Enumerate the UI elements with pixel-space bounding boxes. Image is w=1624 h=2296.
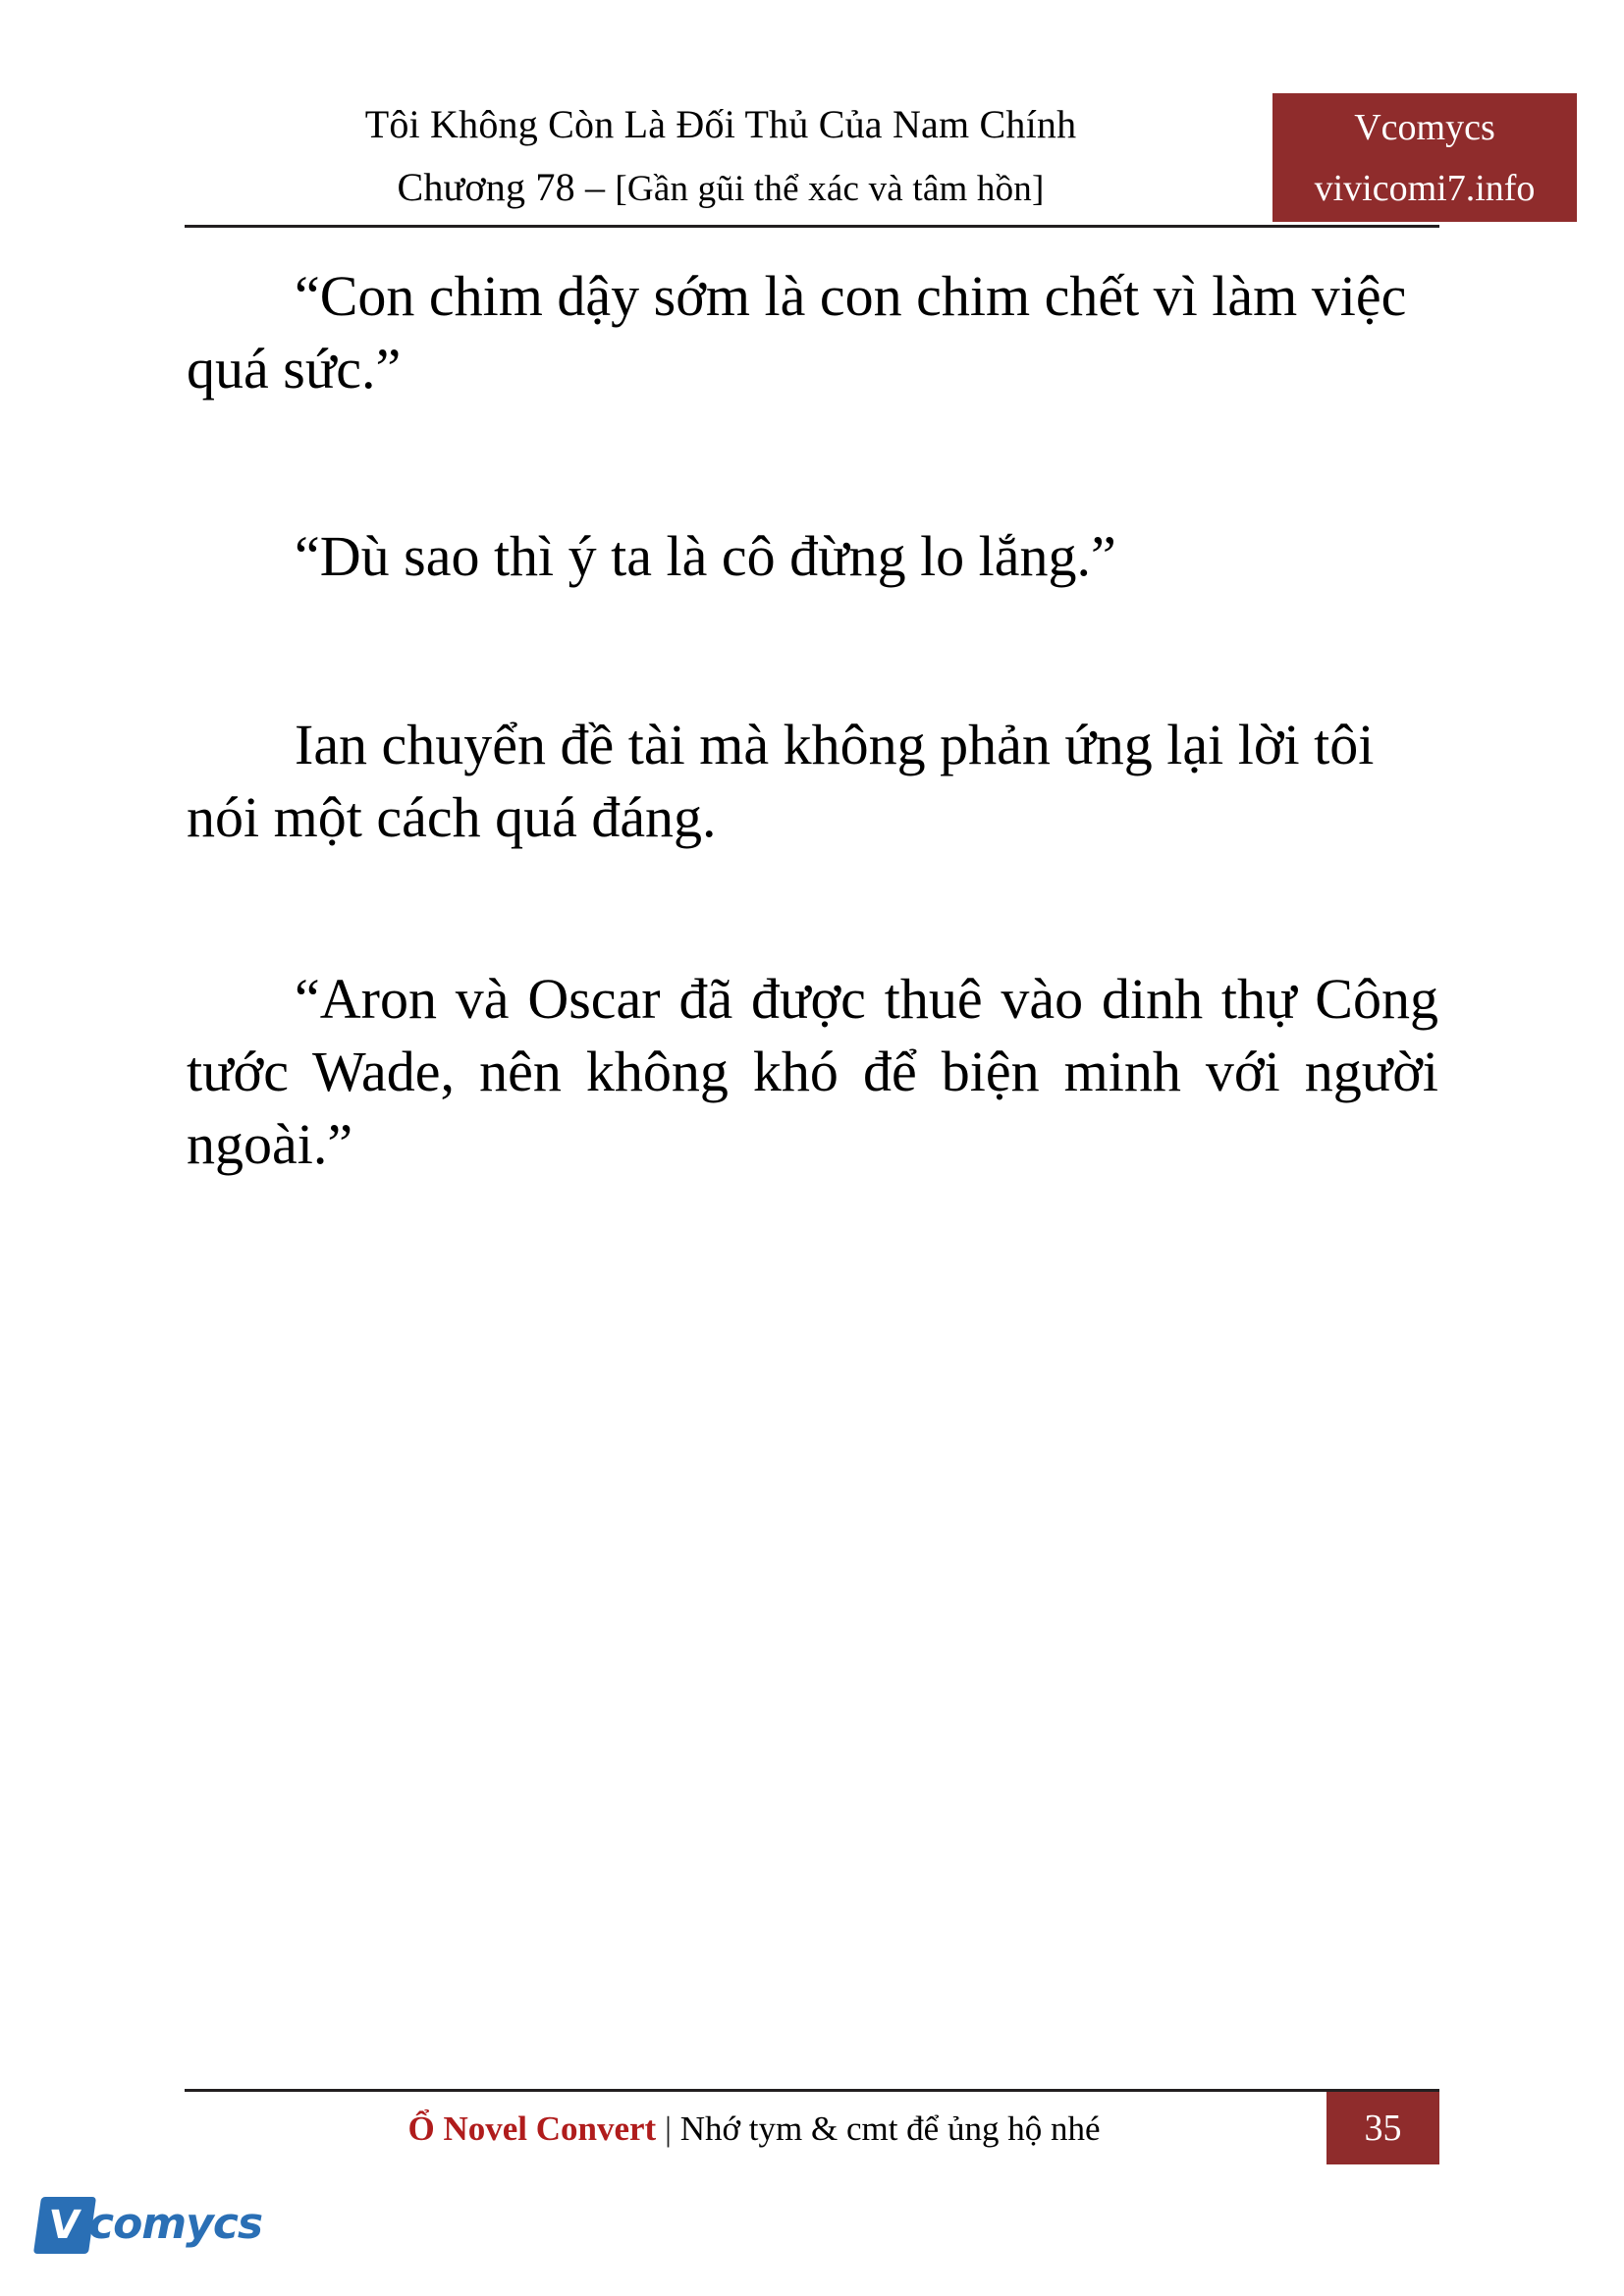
page-header [185,93,1536,226]
brand-name: Vcomycs [1354,107,1495,148]
footer-note: Nhớ tym & cmt để ủng hộ nhé [679,2109,1101,2148]
footer-brand: Ổ Novel Convert [407,2109,657,2148]
novel-title: Tôi Không Còn Là Đối Thủ Của Nam Chính [364,102,1077,146]
header-brand-badge [1272,93,1577,222]
page-number-badge: 35 [1326,2092,1439,2164]
paragraph: “Aron và Oscar đã được thuê vào dinh thự Công tước Wade, nên không khó để biện minh với người ngoài.” [187,967,1438,1176]
brand-url: vivicomi7.info [1314,168,1536,209]
chapter-subtitle: [Gần gũi thể xác và tâm hồn] [615,169,1045,209]
header-title-block [185,93,1257,221]
paragraph-spacer [187,853,1438,963]
footer-divider [185,2089,1439,2092]
chapter-number: Chương 78 – [397,165,606,209]
paragraph: “Dù sao thì ý ta là cô đừng lo lắng.” [295,524,1116,589]
page-content [187,260,1438,1180]
paragraph-spacer [187,404,1438,520]
paragraph-spacer [187,593,1438,709]
footer-credit [185,2099,1324,2160]
header-divider [185,225,1439,228]
paragraph: Ian chuyển đề tài mà không phản ứng lại lời tôi nói một cách quá đáng. [187,712,1375,849]
logo-letter: V [45,2203,83,2248]
paragraph: “Con chim dậy sớm là con chim chết vì làm việc quá sức.” [187,264,1407,400]
logo-badge-icon [33,2197,96,2254]
footer-separator: | [664,2109,672,2148]
vcomycs-logo [37,2191,263,2269]
chapter-line [185,156,1257,221]
logo-text: comycs [88,2199,263,2249]
page-footer [185,2089,1439,2165]
